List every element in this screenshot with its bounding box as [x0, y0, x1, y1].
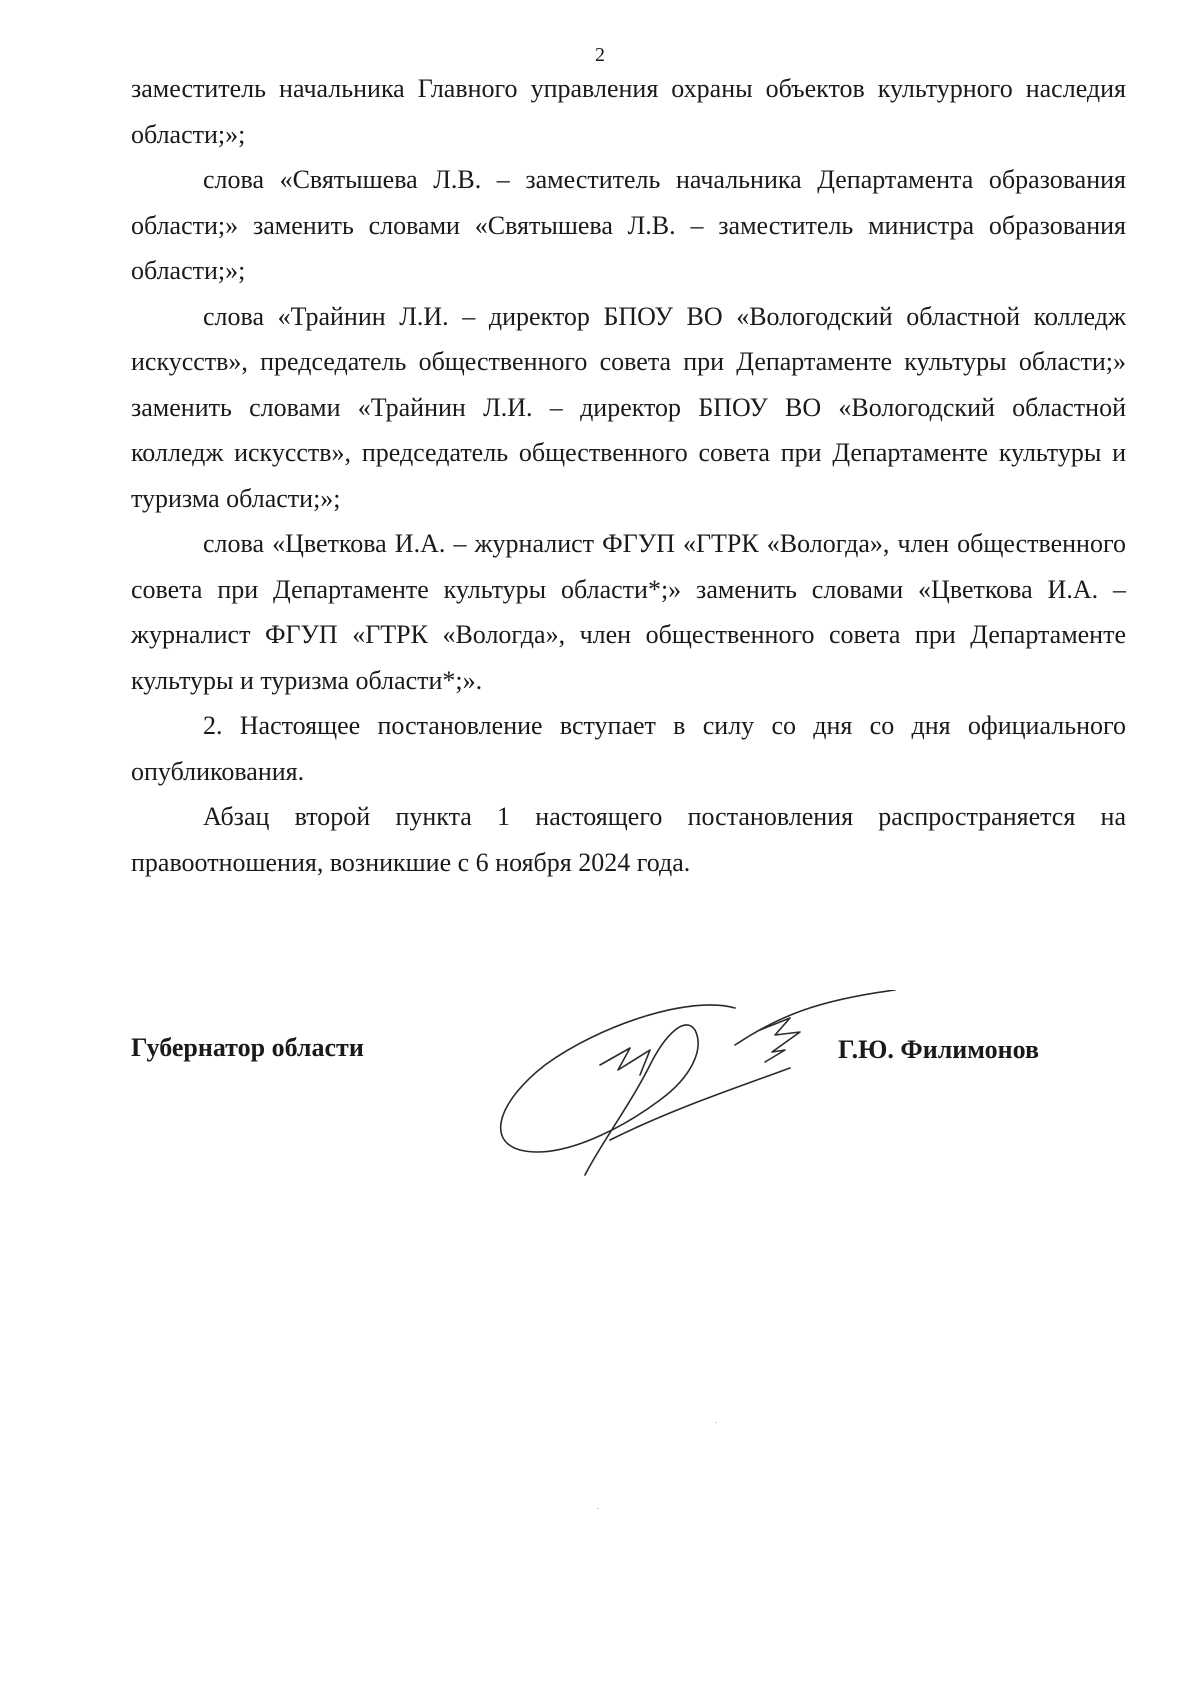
- page-number: 2: [595, 44, 605, 66]
- scan-speck: [597, 1508, 599, 1509]
- signatory-name: Г.Ю. Филимонов: [838, 1035, 1040, 1064]
- paragraph-trainin: слова «Трайнин Л.И. – директор БПОУ ВО «Вологодский областной колледж искусств», председатель общественного совета при Департаменте культуры области;» заменить словами «Трайнин Л.И. – директор БПОУ ВО «Вологодский областной колледж искусств», председатель общественного совета при Департаменте культуры и туризма области;»;: [131, 301, 1126, 513]
- paragraph-continuation: заместитель начальника Главного управления охраны объектов культурного наследия области;»;: [131, 74, 1126, 149]
- document-body: [131, 66, 1126, 885]
- scan-speck: [715, 1422, 717, 1423]
- paragraph-tsvetkova: слова «Цветкова И.А. – журналист ФГУП «ГТРК «Вологда», член общественного совета при Департаменте культуры области*;» заменить словами «Цветкова И.А. – журналист ФГУП «ГТРК «Вологда», член общественного совета при Департаменте культуры и туризма области*;».: [131, 529, 1126, 695]
- handwritten-signature: [490, 990, 910, 1190]
- signatory-title: Губернатор области: [131, 1033, 364, 1062]
- paragraph-retroactive: Абзац второй пункта 1 настоящего постановления распространяется на правоотношения, возникшие с 6 ноября 2024 года.: [131, 802, 1126, 877]
- paragraph-svyatysheva: слова «Святышева Л.В. – заместитель начальника Департамента образования области;» заменить словами «Святышева Л.В. – заместитель министра образования области;»;: [131, 165, 1126, 285]
- paragraph-effective-date: 2. Настоящее постановление вступает в силу со дня со дня официального опубликования.: [131, 711, 1126, 786]
